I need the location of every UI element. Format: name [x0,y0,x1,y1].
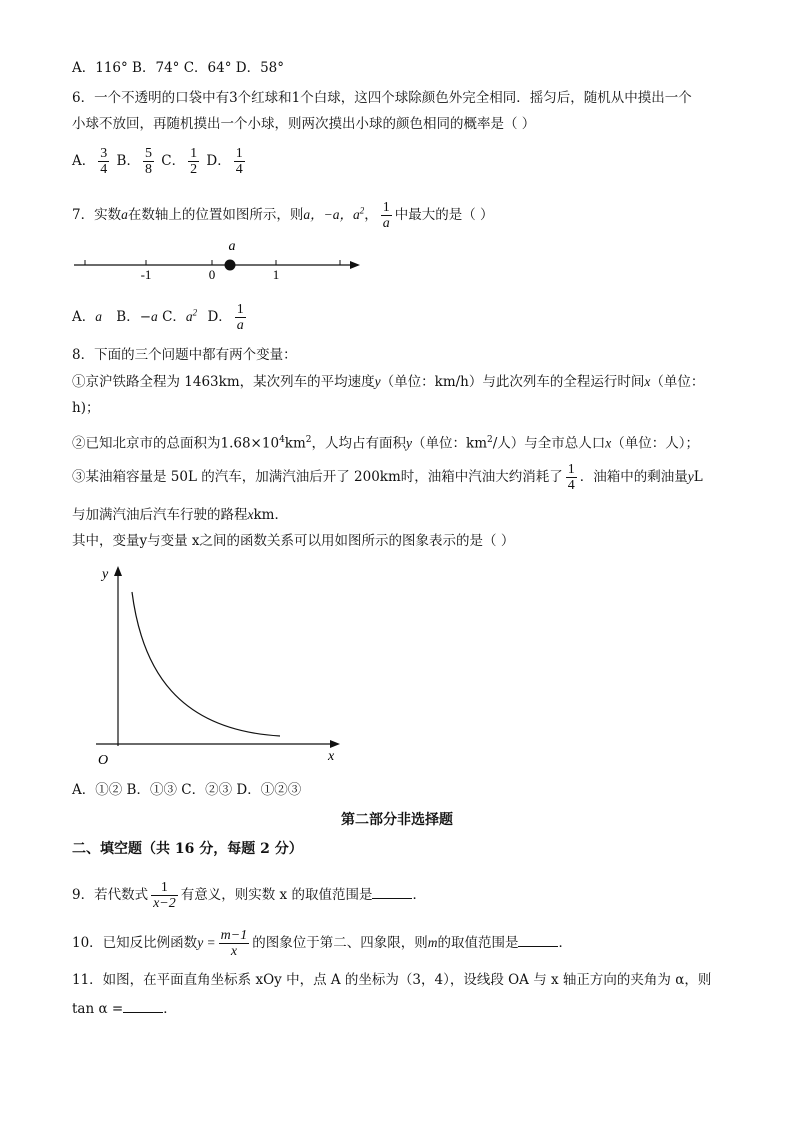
tick-label-1: 1 [272,267,280,280]
part2-title: 第二部分非选择题 [341,812,453,828]
q10: 10．已知反比例函数y = $\frac{m-1}{x}$ 的图象位于第二、四象限，则m的取值范围是 ． [72,928,572,959]
tick-label-0: 0 [208,267,216,280]
graph-origin-label: O [98,753,109,768]
q8-question: 其中，变量y与变量 x之间的函数关系可以用如图所示的图象表示的是（ ） [72,533,515,549]
q8-graph [88,560,348,770]
q6-option-c-frac: $\frac{1}{2}$ [190,146,198,177]
point-a [225,260,236,271]
q5-options: A．116° B．74° C．64° D．58° [72,60,284,76]
q9-answer-blank[interactable] [372,886,412,899]
q6-line2: 小球不放回，再随机摸出一个小球，则两次摸出小球的颜色相同的概率是（ ） [72,116,536,132]
q6-options [72,146,248,177]
q7-options: A．a B．−a C．$a^2$ D． $\frac{1}{a}$ [72,302,244,333]
q6-option-d-label: D． [206,153,231,169]
q6-option-b-label: B． [116,153,140,169]
q6-option-b-frac: $\frac{5}{8}$ [144,146,152,177]
graph-curve [132,592,280,736]
point-a-label: a [228,239,236,254]
tick-label-neg1: -1 [140,267,152,280]
q8-item3-cont: 与加满汽油后汽车行驶的路程xkm． [72,507,288,523]
q6-option-a-label: A． [72,153,96,169]
graph-y-label: y [102,567,109,582]
q6-option-a-frac: $\frac{3}{4}$ [100,146,108,177]
q8-options: A．①② B．①③ C．②③ D．①②③ [72,782,302,798]
q6-line1: 6．一个不透明的口袋中有3个红球和1个白球，这四个球除颜色外完全相同．摇匀后，随机从中摸出一个 [72,90,692,106]
q11-line1: 11．如图，在平面直角坐标系 xOy 中，点 A 的坐标为（3，4），设线段 OA 与 x 轴正方向的夹角为 α，则 [72,972,712,988]
q8-item3: ③某油箱容量是 50L 的汽车，加满汽油后开了 200km时，油箱中汽油大约消耗了 $\frac{1}{4}$ ．油箱中的剩油量yL [72,462,703,493]
q8-item1-cont: h)； [72,400,100,416]
q7-number-line [70,236,370,280]
q7-stem: 7．实数a在数轴上的位置如图所示，则a，−a，$a^2$， $\frac{1}{a}$ 中最大的是（ ） [72,200,494,231]
q11-answer-blank[interactable] [123,1000,163,1013]
graph-x-label: x [328,749,335,764]
q9: 9．若代数式 $\frac{1}{x-2}$ 有意义，则实数 x 的取值范围是 ． [72,880,426,911]
q11-line2: tan α = ． [72,1001,177,1017]
q8-item2: ②已知北京市的总面积为$1.68\times 10^4km^2$，人均占有面积y（单位：$km^2/$人）与全市总人口x（单位：人）； [72,435,700,452]
q8-item1: ①京沪铁路全程为 1463km，某次列车的平均速度y（单位：km/h）与此次列车的全程运行时间x（单位： [72,374,705,390]
q6-option-c-label: C． [161,153,186,169]
q8-intro: 8．下面的三个问题中都有两个变量： [72,347,297,363]
q10-answer-blank[interactable] [518,934,558,947]
q6-option-d-frac: $\frac{1}{4}$ [235,146,243,177]
section2-title: 二、填空题（共 16 分，每题 2 分） [72,841,303,857]
